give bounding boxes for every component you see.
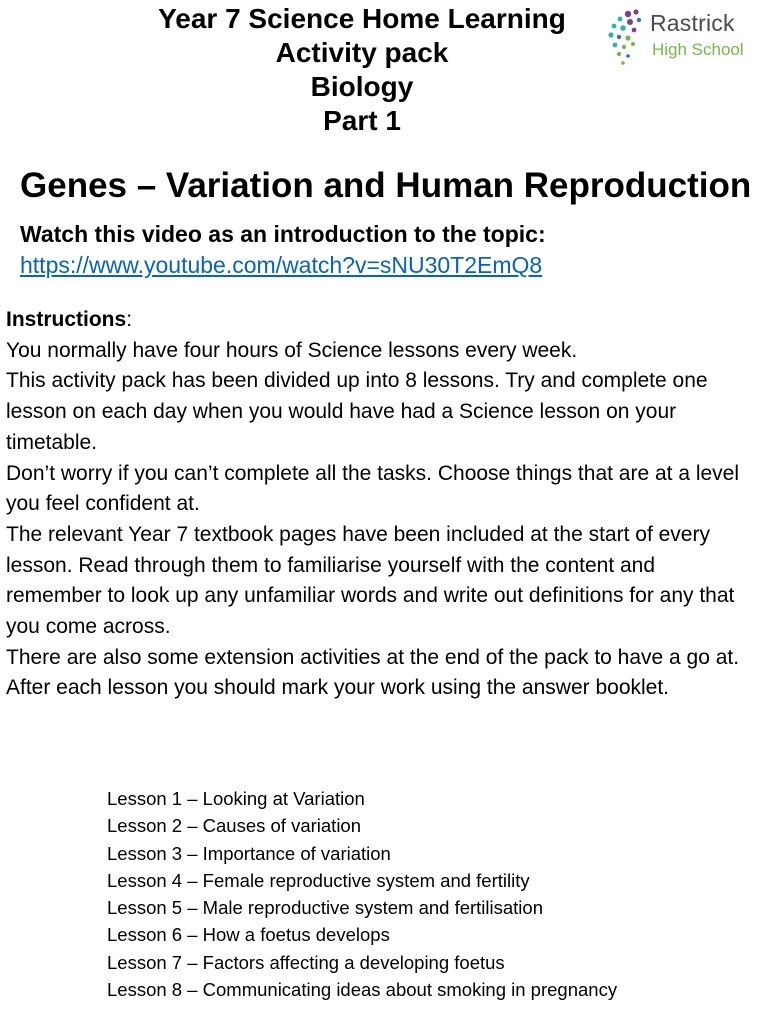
lesson-item: Lesson 5 – Male reproductive system and fertilisation — [107, 897, 543, 919]
title-line-1: Year 7 Science Home Learning — [158, 3, 566, 34]
lesson-item: Lesson 1 – Looking at Variation — [107, 788, 365, 809]
lesson-item: Lesson 3 – Importance of variation — [107, 842, 391, 864]
instructions-section — [6, 305, 756, 704]
video-link[interactable]: https://www.youtube.com/watch?v=sNU30T2EmQ8 — [20, 252, 543, 278]
instructions-heading — [6, 305, 756, 336]
instructions-colon: : — [126, 308, 133, 331]
video-intro-label: Watch this video as an introduction to the topic: — [20, 221, 546, 247]
title-line-2: Activity pack — [275, 37, 449, 68]
title-line-3: Biology — [310, 71, 414, 102]
logo-text-secondary: High School — [652, 40, 744, 59]
logo-text-primary: Rastrick — [650, 10, 735, 36]
topic-heading: Genes – Variation and Human Reproduction — [20, 166, 752, 205]
lesson-item: Lesson 8 – Communicating ideas about smoking in pregnancy — [107, 979, 618, 1001]
instruction-paragraph: You normally have four hours of Science lessons every week. — [6, 338, 578, 362]
school-logo — [606, 6, 762, 70]
instruction-paragraph: There are also some extension activities at the end of the pack to have a go at. — [6, 645, 740, 669]
instruction-paragraph: After each lesson you should mark your work using the answer booklet. — [6, 676, 670, 700]
instruction-paragraph: Don’t worry if you can’t complete all the tasks. Choose things that are at a level you feel confident at. — [6, 461, 740, 516]
logo-dots-icon — [606, 6, 650, 70]
instructions-label: Instructions — [6, 308, 127, 331]
instruction-paragraph: This activity pack has been divided up into 8 lessons. Try and complete one lesson on each day when you would have had a Science lesson on your timetable. — [6, 369, 708, 454]
instruction-paragraph: The relevant Year 7 textbook pages have been included at the start of every lesson. Read through them to familiarise yourself with the content and remember to look up any unfamiliar words and write out definitions for any that you come across. — [6, 522, 735, 639]
page-title — [120, 2, 604, 138]
title-line-4: Part 1 — [323, 105, 401, 136]
lesson-item: Lesson 2 – Causes of variation — [107, 815, 362, 837]
lesson-list — [107, 785, 617, 1003]
lesson-item: Lesson 7 – Factors affecting a developing foetus — [107, 951, 505, 973]
lesson-item: Lesson 4 – Female reproductive system and fertility — [107, 869, 530, 891]
lesson-item: Lesson 6 – How a foetus develops — [107, 924, 390, 946]
